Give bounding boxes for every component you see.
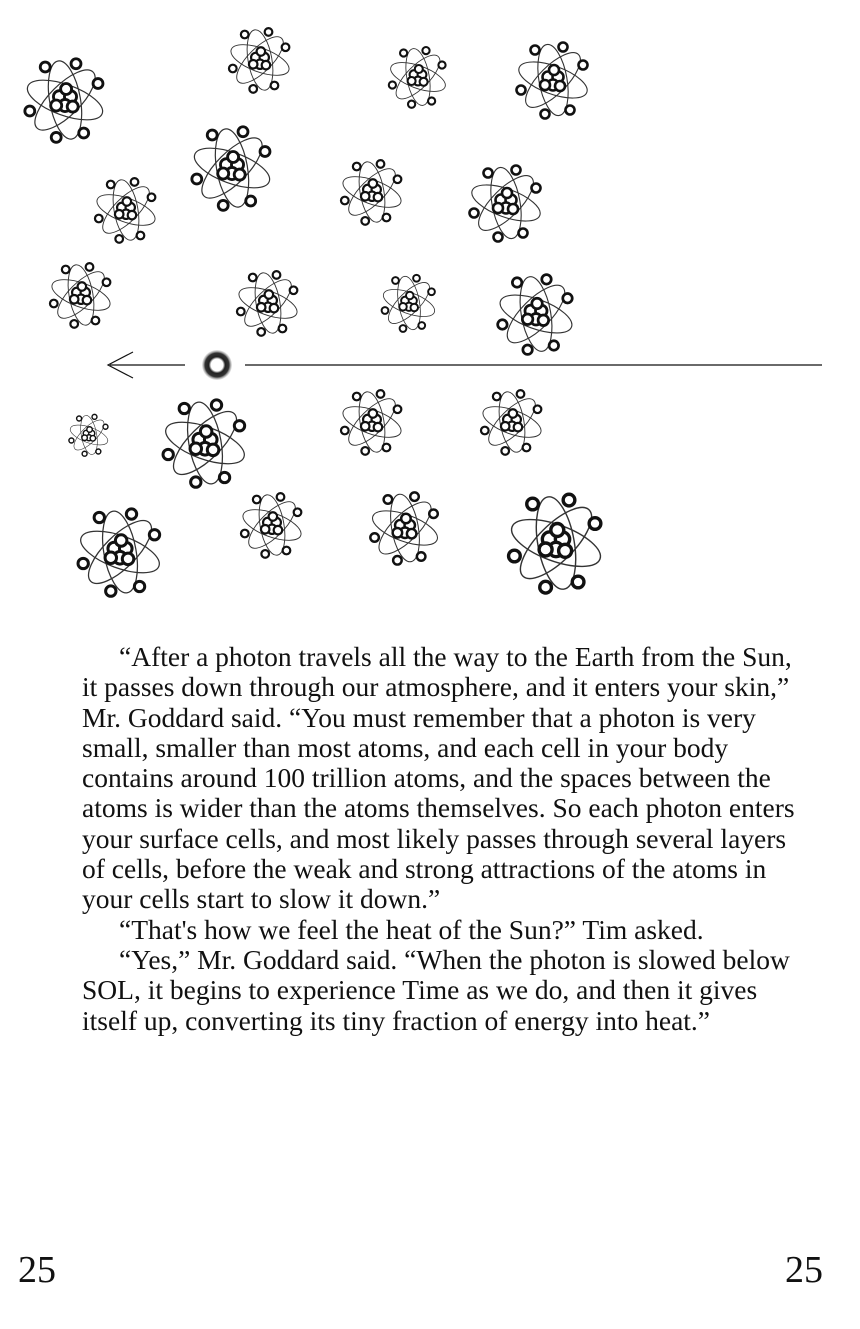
atom	[506, 494, 606, 593]
atom	[380, 275, 438, 332]
atom	[387, 47, 449, 108]
atom	[48, 263, 114, 328]
atom	[161, 399, 250, 487]
page-number-right: 25	[785, 1249, 823, 1291]
paragraph: “Yes,” Mr. Goddard said. “When the photon is slowed below SOL, it begins to experience Time as we do, and then it gives itself up, converting its tiny fraction of energy into heat.”	[82, 943, 790, 1036]
story-text	[82, 642, 812, 1036]
atom	[514, 42, 591, 118]
atom	[68, 414, 110, 456]
atom	[339, 160, 405, 225]
atom	[190, 126, 275, 210]
photon-particle	[202, 350, 232, 380]
atom	[467, 165, 544, 241]
atom	[93, 178, 159, 243]
paragraph: “After a photon travels all the way to the Earth from the Sun, it passes down through our atmosphere, and it enters your skin,” Mr. Goddard said. “You must remember that a photon is very small, smaller than most atoms, and each cell in your body contains around 100 trillion atoms, and the spaces between the atoms is wider than the atoms themselves. So each photon enters your surface cells, and most likely passes through several layers of cells, before the weak and strong attractions of the atoms in your cells start to slow it down.”	[82, 641, 795, 915]
atom	[235, 271, 301, 336]
atom	[239, 493, 305, 558]
atom	[76, 508, 165, 596]
atom	[339, 390, 405, 455]
atom	[23, 58, 108, 142]
paragraph: “That's how we feel the heat of the Sun?” Tim asked.	[119, 913, 704, 945]
atom	[495, 274, 576, 354]
atom	[479, 390, 545, 455]
atom	[368, 492, 441, 565]
page-number-left: 25	[18, 1249, 56, 1291]
atom	[227, 28, 293, 93]
atom-field-illustration	[0, 0, 860, 610]
